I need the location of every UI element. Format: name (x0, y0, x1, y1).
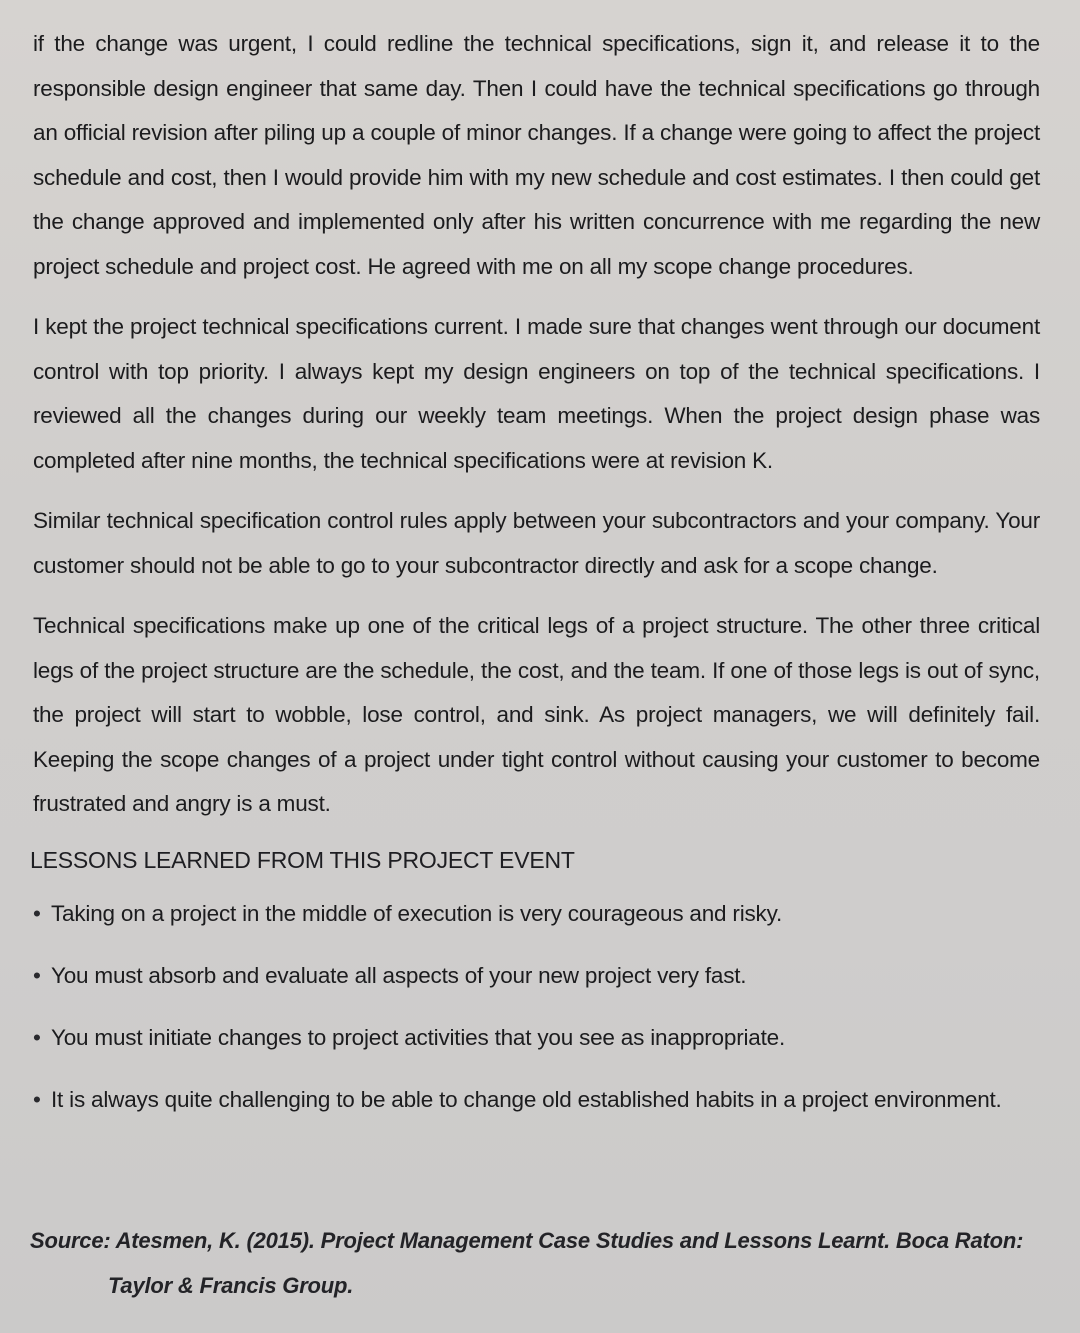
body-paragraph: I kept the project technical specifications current. I made sure that changes went through our document control with top priority. I always kept my design engineers on top of the technical specifications. I reviewed all the changes during our weekly team meetings. When the project design phase was completed after nine months, the technical specifications were at revision K. (33, 314, 1040, 473)
bullet-icon: • (33, 900, 41, 926)
list-item (33, 1085, 1040, 1115)
bullet-icon: • (33, 1086, 41, 1112)
list-item (33, 1023, 1040, 1053)
lesson-text: It is always quite challenging to be able to change old established habits in a project environment. (51, 1086, 1002, 1112)
source-line-2: Taylor & Francis Group. (108, 1273, 354, 1298)
list-item (33, 899, 1040, 929)
list-item (33, 961, 1040, 991)
body-paragraph: Technical specifications make up one of the critical legs of a project structure. The other three critical legs of the project structure are the schedule, the cost, and the team. If one of those legs is out of sync, the project will start to wobble, lose control, and sink. As project managers, we will definitely fail. Keeping the scope changes of a project under tight control without causing your customer to become frustrated and angry is a must. (33, 613, 1040, 816)
lessons-heading: LESSONS LEARNED FROM THIS PROJECT EVENT (30, 846, 575, 873)
bullet-icon: • (33, 962, 41, 988)
lesson-text: You must absorb and evaluate all aspects of your new project very fast. (51, 962, 747, 988)
lesson-text: Taking on a project in the middle of execution is very courageous and risky. (51, 900, 783, 926)
body-paragraph: Similar technical specification control rules apply between your subcontractors and your company. Your customer should not be able to go to your subcontractor directly and ask for a scope change. (33, 508, 1040, 578)
source-line-1: Source: Atesmen, K. (2015). Project Management Case Studies and Lessons Learnt. Boca Raton: (30, 1228, 1024, 1253)
body-paragraph: if the change was urgent, I could redline the technical specifications, sign it, and release it to the responsible design engineer that same day. Then I could have the technical specifications go through an official revision after piling up a couple of minor changes. If a change were going to affect the project schedule and cost, then I would provide him with my new schedule and cost estimates. I then could get the change approved and implemented only after his written concurrence with me regarding the new project schedule and project cost. He agreed with me on all my scope change procedures. (33, 31, 1040, 279)
lessons-list (33, 899, 1040, 1115)
bullet-icon: • (33, 1024, 41, 1050)
lesson-text: You must initiate changes to project activities that you see as inappropriate. (51, 1024, 786, 1050)
source-citation (30, 1218, 1050, 1308)
